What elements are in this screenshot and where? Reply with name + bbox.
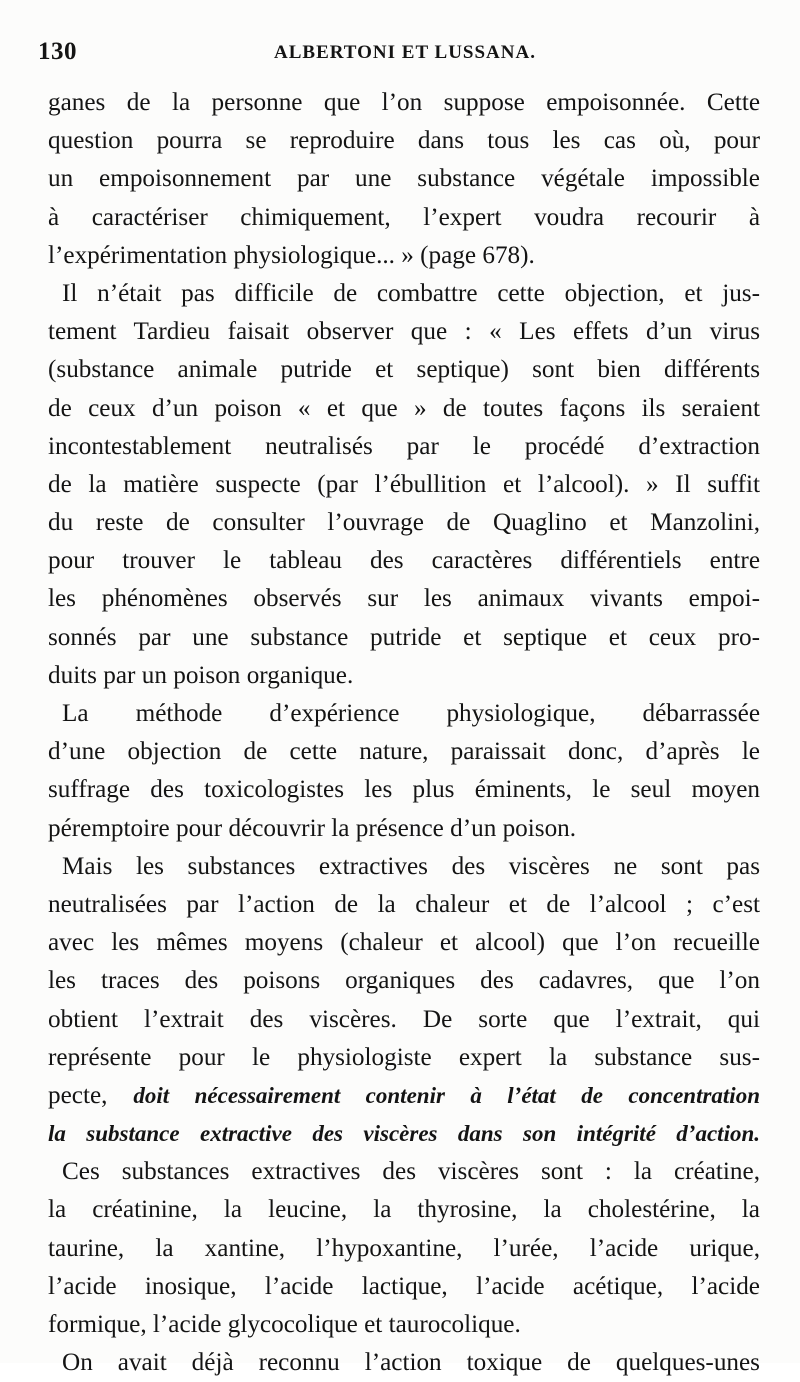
text-line: la créatinine, la leucine, la thyrosine, la cholestérine, la (48, 1196, 760, 1224)
text-line: de ceux d’un poison « et que » de toutes façons ils seraient (48, 394, 760, 422)
text-line: Ces substances extractives des viscères sont : la créatine, (62, 1158, 760, 1186)
text-line: avec les mêmes moyens (chaleur et alcool) que l’on recueille (48, 929, 760, 957)
text-line: suffrage des toxicologistes les plus éminents, le seul moyen (48, 776, 760, 804)
text-line (48, 1077, 760, 1115)
text-line: d’une objection de cette nature, paraissait donc, d’après le (48, 738, 760, 766)
text-line-emphasis: doit nécessairement contenir à l’état de concentration (133, 1082, 760, 1108)
text-line: pour trouver le tableau des caractères différentiels entre (48, 547, 760, 575)
text-line: ganes de la personne que l’on suppose empoisonnée. Cette (48, 89, 760, 116)
text-line: à caractériser chimiquement, l’expert voudra recourir à (48, 203, 760, 231)
text-line-prefix: pecte, (48, 1081, 134, 1109)
text-line: un empoisonnement par une substance végétale impossible (48, 165, 760, 193)
text-line: obtient l’extrait des viscères. De sorte que l’extrait, qui (48, 1005, 760, 1033)
text-line: représente pour le physiologiste expert la substance sus- (48, 1043, 760, 1071)
text-line: taurine, la xantine, l’hypoxantine, l’urée, l’acide urique, (48, 1234, 760, 1262)
text-line: la substance extractive des viscères dans son intégrité d’action. (48, 1121, 760, 1147)
text-line: l’expérimentation physiologique... » (page 678). (48, 241, 535, 269)
text-line: neutralisées par l’action de la chaleur et de l’alcool ; c’est (48, 890, 760, 918)
page-header (38, 38, 758, 72)
text-line: de la matière suspecte (par l’ébullition et l’alcool). » Il suffit (48, 470, 760, 498)
text-line: question pourra se reproduire dans tous les cas où, pour (48, 127, 760, 155)
text-line: les phénomènes observés sur les animaux vivants empoi- (48, 585, 760, 613)
text-line: Mais les substances extractives des viscères ne sont pas (62, 852, 760, 880)
text-line: (substance animale putride et septique) sont bien différents (48, 356, 760, 384)
body-text (48, 84, 760, 1382)
text-line: l’acide inosique, l’acide lactique, l’acide acétique, l’acide (48, 1272, 760, 1300)
text-line: les traces des poisons organiques des cadavres, que l’on (48, 967, 760, 995)
text-line: du reste de consulter l’ouvrage de Quaglino et Manzolini, (48, 509, 760, 537)
text-line: sonnés par une substance putride et septique et ceux pro- (48, 623, 760, 651)
text-line: péremptoire pour découvrir la présence d’un poison. (48, 814, 577, 842)
text-line: duits par un poison organique. (48, 661, 354, 689)
text-line: incontestablement neutralisés par le procédé d’extraction (48, 432, 760, 460)
text-line: formique, l’acide glycocolique et taurocolique. (48, 1311, 521, 1338)
text-line: On avait déjà reconnu l’action toxique de quelques-unes (62, 1349, 760, 1377)
text-line: La méthode d’expérience physiologique, débarrassée (62, 700, 760, 727)
running-head: ALBERTONI ET LUSSANA. (274, 42, 536, 63)
text-line: Il n’était pas difficile de combattre cette objection, et jus- (62, 279, 760, 307)
text-line: tement Tardieu faisait observer que : « Les effets d’un virus (48, 318, 760, 346)
page-number: 130 (38, 38, 77, 65)
